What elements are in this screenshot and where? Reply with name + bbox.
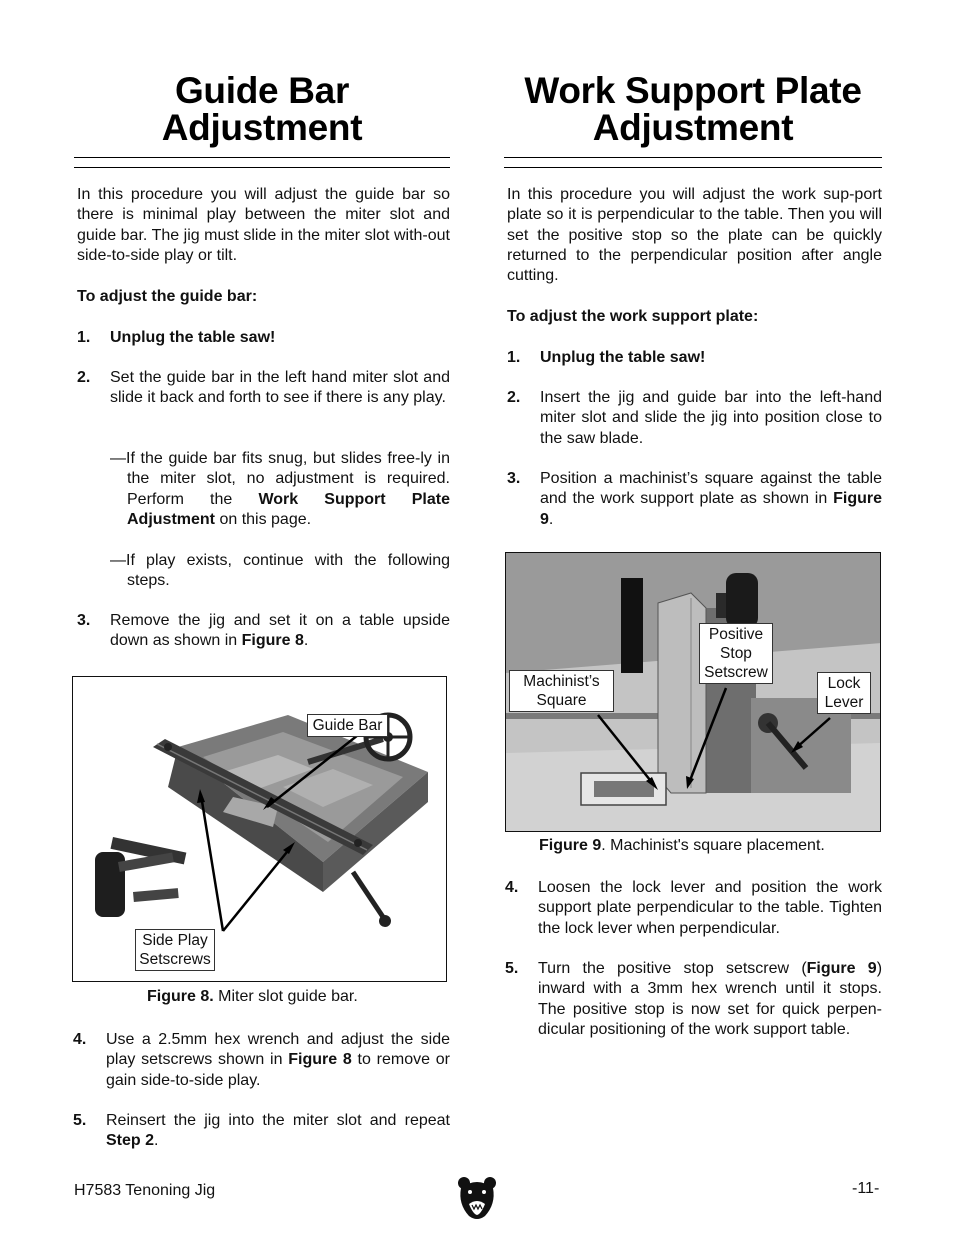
note-reference: Work Support Plate Adjustment [127,490,450,528]
step-text-part: Turn the positive stop setscrew ( [538,960,807,977]
callout-line: Square [536,692,587,709]
step-reference: Step 2 [106,1132,155,1150]
footer-page-number: -11- [852,1180,880,1197]
callout-line: Positive [708,626,764,643]
title-line: Guide Bar [174,70,350,111]
figure-reference: Figure 9 [806,960,877,977]
note-text: on this page. [215,510,312,528]
callout-line: Lever [824,694,864,711]
figure-reference: Figure 8 [288,1051,352,1069]
grizzly-bear-logo-icon [456,1174,498,1222]
title-rule [504,157,882,158]
step-text [106,1111,450,1152]
step-2 [77,368,450,430]
step-text-part: Remove the jig and set it on a table upside down as shown in [110,612,450,650]
figure-9-caption [539,836,825,856]
callout-lock-lever [817,672,871,714]
title-line: Adjustment [592,107,794,148]
step-text-part: . [548,510,554,528]
handle-knob-icon [95,837,186,917]
step-3 [507,469,882,531]
caption-label: Figure 9 [539,837,602,854]
step-text: Unplug the table saw! [540,349,706,366]
step-number: 5. [73,1112,87,1129]
figure-9-box [505,552,881,832]
figure-reference: Figure 8 [241,632,304,650]
title-line: Adjustment [161,107,363,148]
note-snug-fit [110,449,450,530]
step-text: Insert the jig and guide bar into the left-hand miter slot and slide the jig into position close to the saw blade. [540,389,882,447]
step-text: Set the guide bar in the left hand miter slot and slide it back and forth to see if there is any play. [110,369,450,407]
step-text-part: Reinsert the jig into the miter slot and repeat [106,1112,450,1129]
step-text: Loosen the lock lever and position the work support plate perpendicular to the table. Tighten the lock lever when perpendicular. [538,879,882,937]
work-support-plate-title [504,72,882,146]
title-rule [504,167,882,168]
step-text-part: ) inward with a 3mm hex wrench until it stops. The positive stop is now set for quick perpen-dicular positioning of the work support table. [538,960,883,1038]
step-1 [77,328,450,348]
caption-label: Figure 8. [147,988,214,1005]
callout-line: Lock [827,675,861,692]
procedure-subhead: To adjust the guide bar: [77,288,258,305]
step-text [110,611,450,652]
figure-8-caption [147,987,358,1007]
callout-line: Setscrews [139,951,211,968]
callout-line: Setscrew [704,664,768,681]
knob-icon [726,573,758,628]
title-rule [74,167,450,168]
figure-8-box [72,676,447,982]
callout-side-play-setscrews [135,929,215,971]
guide-bar-jig-photo [73,677,447,982]
step-2 [507,388,882,450]
callout-line: Stop [720,645,752,662]
caption-text: Miter slot guide bar. [213,988,358,1005]
step-text-part: to remove or gain side-to-side play. [106,1051,451,1089]
step-text [540,469,882,530]
step-text-part: Use a 2.5mm hex wrench and adjust the side play setscrews shown in [106,1031,450,1069]
callout-positive-stop-setscrew [699,623,773,684]
procedure-subhead: To adjust the work support plate: [507,308,759,325]
lock-lever-icon [353,872,391,927]
step-text-part: . [154,1132,159,1150]
caption-text: . Machinist's square placement. [601,837,825,854]
callout-guide-bar: Guide Bar [307,714,388,737]
step-number: 1. [77,329,91,346]
step-number: 4. [73,1031,87,1048]
step-4 [505,878,882,940]
step-1 [507,348,882,368]
step-number: 2. [77,369,91,386]
step-5 [73,1111,450,1153]
step-text [106,1030,450,1091]
step-text: Unplug the table saw! [110,329,276,346]
footer-model-name: H7583 Tenoning Jig [74,1182,216,1199]
callout-line: Machinist’s [523,673,600,690]
intro-paragraph: In this procedure you will adjust the work sup-port plate so it is perpendicular to the table. Then you will set the positive stop so the plate can be quickly returned to the perpendicular position after angle cutting. [507,186,882,285]
step-text-part: Position a machinist’s square against the table and the work support plate as shown in [540,470,882,508]
callout-line: Side Play [142,932,208,949]
callout-machinists-square [509,670,614,712]
guide-bar-title [74,72,450,146]
step-3 [77,611,450,653]
figure-reference: Figure 9 [540,490,882,528]
step-text-part: . [303,632,309,650]
step-4 [73,1030,450,1092]
step-text [538,959,882,1040]
step-number: 3. [77,612,91,629]
step-number: 2. [507,389,521,406]
step-number: 3. [507,470,521,487]
title-line: Work Support Plate [524,70,862,111]
step-number: 5. [505,960,519,977]
note-text: —If the guide bar fits snug, but slides free-ly in the miter slot, no adjustment is required. Perform the [110,450,450,508]
note-play-exists: —If play exists, continue with the following steps. [110,552,450,590]
step-5 [505,959,882,1041]
step-number: 4. [505,879,519,896]
step-number: 1. [507,349,521,366]
intro-paragraph: In this procedure you will adjust the guide bar so there is minimal play between the miter slot and guide bar. The jig must slide in the miter slot with-out side-to-side play or tilt. [77,186,450,264]
title-rule [74,157,450,158]
scale-block [581,773,666,805]
